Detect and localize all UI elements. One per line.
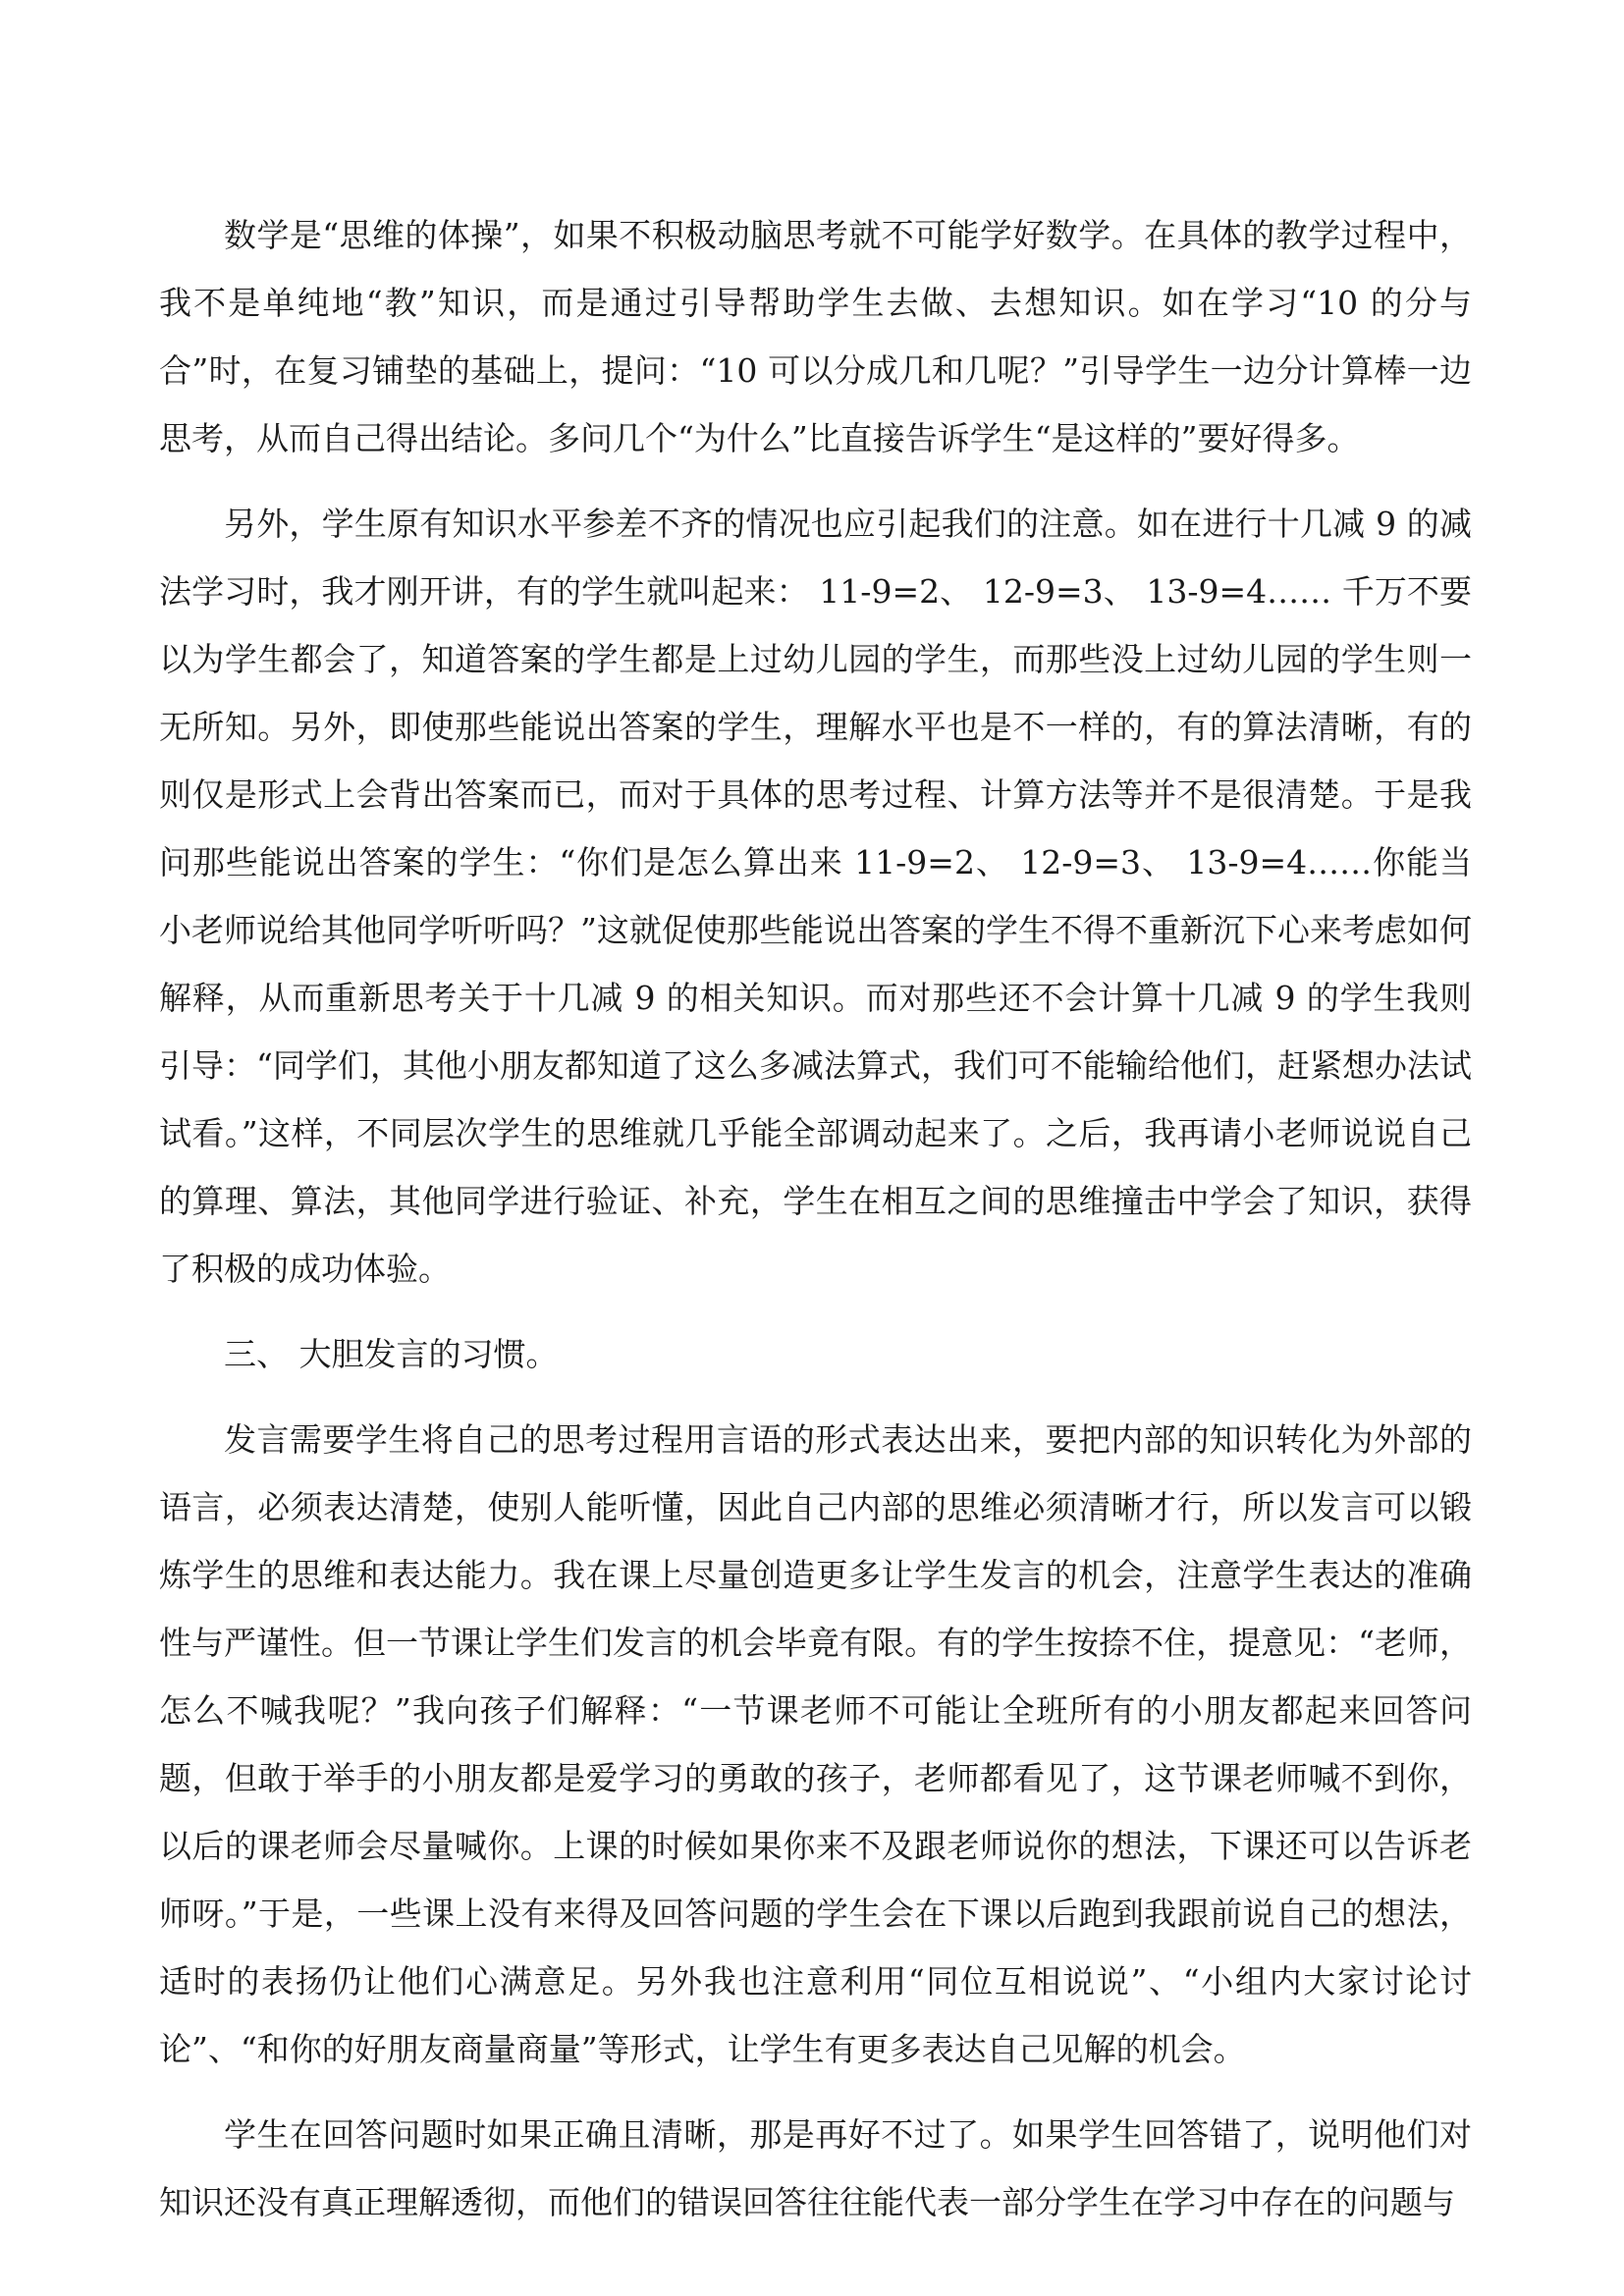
paragraph-speaking-up: 发言需要学生将自己的思考过程用言语的形式表达出来，要把内部的知识转化为外部的语言，必须表达清楚，使别人能听懂，因此自己内部的思维必须清晰才行，所以发言可以锻炼学生的思维和表达能力。我在课上尽量创造更多让学生发言的机会，注意学生表达的准确性与严谨性。但一节课让学生们发言的机会毕竟有限。有的学生按捺不住，提意见：“老师，怎么不喊我呢？”我向孩子们解释：“一节课老师不可能让全班所有的小朋友都起来回答问题，但敢于举手的小朋友都是爱学习的勇敢的孩子，老师都看见了，这节课老师喊不到你，以后的课老师会尽量喊你。上课的时候如果你来不及跟老师说你的想法，下课还可以告诉老师呀。”于是，一些课上没有来得及回答问题的学生会在下课以后跑到我跟前说自己的想法，适时的表扬仍让他们心满意足。另外我也注意利用“同位互相说说”、“小组内大家讨论讨论”、“和你的好朋友商量商量”等形式，让学生有更多表达自己见解的机会。 bbox=[159, 1420, 1472, 2068]
paragraph-uneven-knowledge: 另外，学生原有知识水平参差不齐的情况也应引起我们的注意。如在进行十几减 9 的减法学习时，我才刚开讲，有的学生就叫起来： 11-9=2、 12-9=3、 13-9=4…… 千万不要以为学生都会了，知道答案的学生都是上过幼儿园的学生，而那些没上过幼儿园的学生则一无所知。另外，即使那些能说出答案的学生，理解水平也是不一样的，有的算法清晰，有的则仅是形式上会背出答案而已，而对于具体的思考过程、计算方法等并不是很清楚。于是我问那些能说出答案的学生：“你们是怎么算出来 11-9=2、 12-9=3、 13-9=4……你能当小老师说给其他同学听听吗？”这就促使那些能说出答案的学生不得不重新沉下心来考虑如何解释，从而重新思考关于十几减 9 的相关知识。而对那些还不会计算十几减 9 的学生我则引导：“同学们，其他小朋友都知道了这么多减法算式，我们可不能输给他们，赶紧想办法试试看。”这样，不同层次学生的思维就几乎能全部调动起来了。之后，我再请小老师说说自己的算理、算法，其他同学进行验证、补充，学生在相互之间的思维撞击中学会了知识，获得了积极的成功体验。 bbox=[159, 505, 1472, 1288]
section-heading: 三、 大胆发言的习惯。 bbox=[224, 1335, 559, 1373]
paragraph-answering: 学生在回答问题时如果正确且清晰，那是再好不过了。如果学生回答错了，说明他们对知识还没有真正理解透彻，而他们的错误回答往往能代表一部分学生在学习中存在的问题与 bbox=[159, 2115, 1472, 2221]
paragraph-thinking-exercise: 数学是“思维的体操”，如果不积极动脑思考就不可能学好数学。在具体的教学过程中，我不是单纯地“教”知识，而是通过引导帮助学生去做、去想知识。如在学习“10 的分与合”时，在复习铺垫的基础上，提问：“10 可以分成几和几呢？”引导学生一边分计算棒一边思考，从而自己得出结论。多问几个“为什么”比直接告诉学生“是这样的”要好得多。 bbox=[159, 216, 1472, 457]
